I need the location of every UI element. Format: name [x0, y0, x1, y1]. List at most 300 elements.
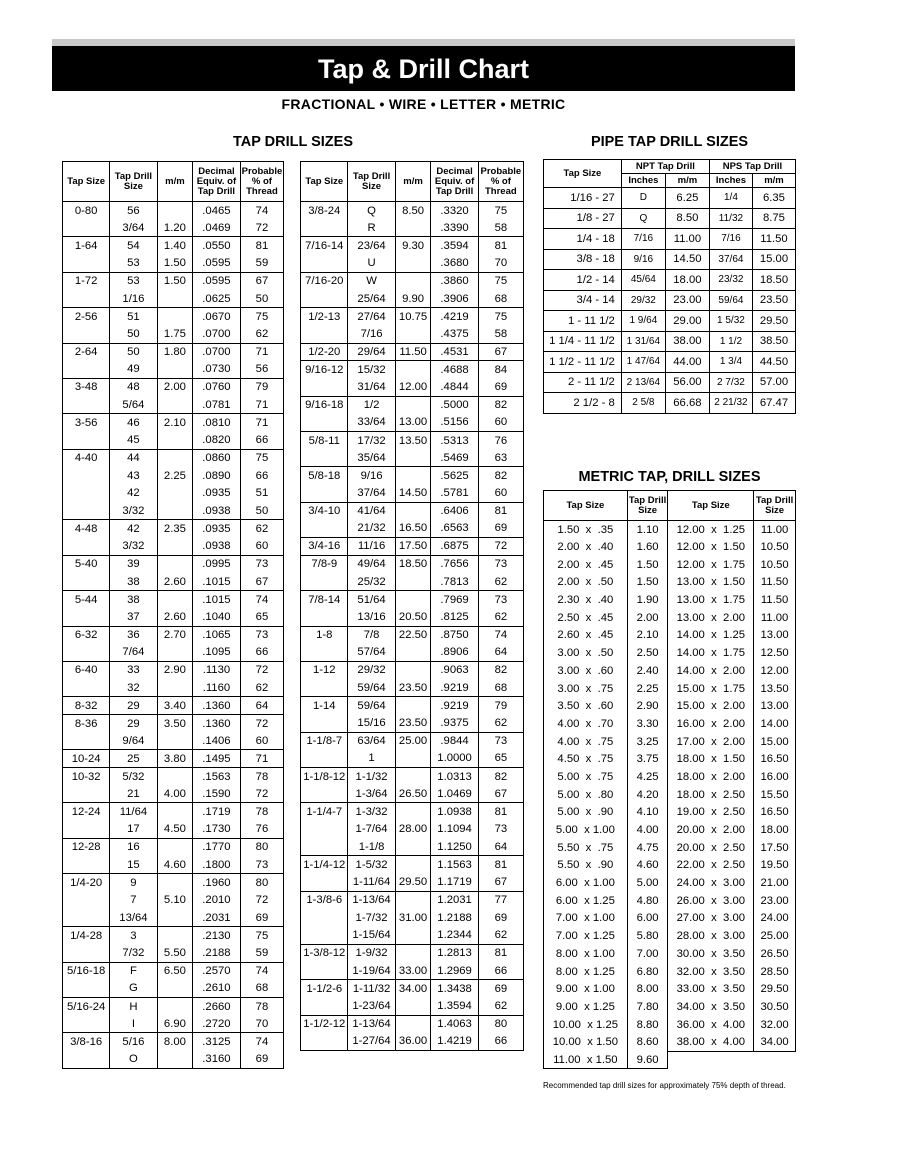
metric-drill-cell: 3.75	[627, 750, 668, 768]
nps-inches-cell: 2 7/32	[709, 372, 752, 393]
npt-mm-cell: 66.68	[665, 393, 709, 414]
page-subtitle: FRACTIONAL • WIRE • LETTER • METRIC	[281, 96, 566, 112]
decimal-cell: .7813	[431, 573, 478, 591]
tap-size-cell	[301, 219, 348, 237]
nps-inches-cell: 1/4	[709, 188, 752, 209]
nps-mm-cell: 11.50	[752, 229, 795, 250]
metric-drill-cell: 2.00	[627, 609, 668, 627]
tap-drill-cell: F	[110, 962, 157, 980]
table-row	[544, 980, 796, 998]
thread-cell: 73	[240, 856, 284, 874]
mm-cell: 5.10	[157, 891, 193, 909]
tap-size-cell	[301, 520, 348, 538]
metric-drill-cell: 5.00	[627, 874, 668, 892]
metric-drill-cell: 11.00	[754, 521, 796, 539]
column-gap	[284, 485, 301, 503]
tap-size-cell	[63, 980, 110, 998]
decimal-cell: .1730	[193, 821, 240, 839]
metric-drill-cell: 16.00	[754, 768, 796, 786]
decimal-cell: .1130	[193, 661, 240, 679]
npt-inches-cell: 1 47/64	[621, 352, 665, 373]
mm-cell: 3.50	[157, 714, 193, 732]
tap-size-cell	[301, 414, 348, 432]
thread-cell: 66	[478, 1033, 523, 1051]
column-gap	[284, 343, 301, 361]
tap-drill-cell: 1/2	[348, 396, 395, 414]
thread-cell: 69	[478, 520, 523, 538]
thread-cell: 64	[478, 644, 523, 662]
nps-mm-cell: 29.50	[752, 311, 795, 332]
tap-drill-cell: 7/16	[348, 325, 395, 343]
table-row	[544, 229, 796, 250]
metric-drill-cell: 7.00	[627, 945, 668, 963]
mm-cell: 8.50	[395, 202, 431, 220]
mm-cell	[395, 803, 431, 821]
tap-drill-cell: 29/32	[348, 661, 395, 679]
tap-drill-cell: 3/32	[110, 502, 157, 520]
table-row	[63, 891, 524, 909]
tap-size-cell	[63, 821, 110, 839]
mm-cell: 6.50	[157, 962, 193, 980]
tap-drill-cell: 17/32	[348, 431, 395, 449]
tap-size-cell: 1-1/8-12	[301, 768, 348, 786]
mm-cell: 2.35	[157, 520, 193, 538]
tap-size-cell	[301, 927, 348, 945]
decimal-cell: .1960	[193, 874, 240, 892]
metric-tap-size-cell: 19.00 x 2.50	[668, 804, 754, 822]
table-row	[63, 909, 524, 927]
column-gap	[284, 573, 301, 591]
metric-tap-size-cell: 2.50 x .45	[544, 609, 628, 627]
metric-drill-cell: 3.25	[627, 733, 668, 751]
npt-mm-cell: 44.00	[665, 352, 709, 373]
mm-cell	[157, 874, 193, 892]
column-gap	[284, 785, 301, 803]
thread-cell: 58	[478, 219, 523, 237]
decimal-cell: .1406	[193, 732, 240, 750]
tap-size-cell	[63, 732, 110, 750]
metric-drill-cell: 15.50	[754, 786, 796, 804]
metric-tap-size-cell: 3.00 x .60	[544, 662, 628, 680]
thread-cell: 73	[240, 555, 284, 573]
table-row	[544, 963, 796, 981]
nps-inches-cell: 37/64	[709, 249, 752, 270]
metric-drill-cell: 19.50	[754, 857, 796, 875]
decimal-cell: .3160	[193, 1051, 240, 1069]
mm-cell: 2.90	[157, 661, 193, 679]
table-row	[544, 609, 796, 627]
tap-size-cell: 1-64	[63, 237, 110, 255]
metric-tap-size-cell: 7.00 x 1.25	[544, 927, 628, 945]
metric-tap-size-cell: 20.00 x 2.50	[668, 839, 754, 857]
decimal-cell: .0935	[193, 520, 240, 538]
tap-drill-cell: 3/32	[110, 538, 157, 556]
mm-cell	[157, 502, 193, 520]
tap-size-cell	[63, 538, 110, 556]
table-row	[63, 272, 524, 290]
mm-cell	[395, 396, 431, 414]
table-row	[544, 188, 796, 209]
tap-size-cell	[301, 325, 348, 343]
thread-cell: 82	[478, 768, 523, 786]
tap-size-cell: 4-48	[63, 520, 110, 538]
tap-drill-cell: 13/64	[110, 909, 157, 927]
decimal-cell: 1.1719	[431, 874, 478, 892]
pipe-section-title: PIPE TAP DRILL SIZES	[590, 134, 749, 150]
table-row	[63, 573, 524, 591]
metric-header-tap-size: Tap Size	[668, 491, 754, 521]
tap-drill-cell: 38	[110, 573, 157, 591]
thread-cell: 75	[478, 308, 523, 326]
tap-size-cell	[63, 431, 110, 449]
thread-cell: 69	[478, 909, 523, 927]
thread-cell: 78	[240, 997, 284, 1015]
mm-cell	[395, 661, 431, 679]
table-row	[544, 839, 796, 857]
decimal-cell: .2031	[193, 909, 240, 927]
tap-drill-cell: 21	[110, 785, 157, 803]
table-row	[63, 750, 524, 768]
thread-cell: 58	[478, 325, 523, 343]
metric-tap-table	[543, 490, 796, 1069]
decimal-cell: .5313	[431, 431, 478, 449]
tap-drill-cell: 1-27/64	[348, 1033, 395, 1051]
nps-mm-cell: 15.00	[752, 249, 795, 270]
decimal-cell: .3860	[431, 272, 478, 290]
tap-size-cell: 3/4-10	[301, 502, 348, 520]
tap-drill-cell: 1-7/32	[348, 909, 395, 927]
metric-tap-size-cell: 5.00 x 1.00	[544, 821, 628, 839]
column-gap	[284, 361, 301, 379]
tap-size-cell	[63, 255, 110, 273]
metric-drill-cell: 4.25	[627, 768, 668, 786]
metric-drill-cell: 2.25	[627, 680, 668, 698]
mm-cell	[395, 449, 431, 467]
metric-drill-cell: 21.00	[754, 874, 796, 892]
header-mm: m/m	[157, 162, 193, 202]
tap-size-cell	[301, 679, 348, 697]
thread-cell: 75	[240, 927, 284, 945]
npt-inches-cell: 2 5/8	[621, 393, 665, 414]
decimal-cell: 1.1250	[431, 838, 478, 856]
column-gap	[284, 768, 301, 786]
tap-size-cell: 1-12	[301, 661, 348, 679]
mm-cell	[395, 272, 431, 290]
tap-drill-cell: 50	[110, 343, 157, 361]
table-row	[63, 538, 524, 556]
metric-tap-size-cell: 2.00 x .50	[544, 574, 628, 592]
thread-cell: 82	[478, 396, 523, 414]
mm-cell	[395, 255, 431, 273]
column-gap	[284, 272, 301, 290]
table-row	[544, 538, 796, 556]
tap-drill-cell: 21/32	[348, 520, 395, 538]
metric-tap-size-cell: 12.00 x 1.50	[668, 538, 754, 556]
tap-drill-cell: 1-23/64	[348, 997, 395, 1015]
tap-size-cell	[301, 909, 348, 927]
mm-cell	[157, 431, 193, 449]
column-gap	[284, 1015, 301, 1033]
tap-drill-cell: 59/64	[348, 697, 395, 715]
column-gap	[284, 591, 301, 609]
thread-cell: 51	[240, 485, 284, 503]
tap-size-cell: 1-3/8-12	[301, 944, 348, 962]
thread-cell: 67	[240, 272, 284, 290]
metric-tap-size-cell: 34.00 x 3.50	[668, 998, 754, 1016]
thread-cell: 75	[240, 449, 284, 467]
metric-tap-size-cell: 9.00 x 1.25	[544, 998, 628, 1016]
mm-cell	[157, 538, 193, 556]
tap-drill-cell: 32	[110, 679, 157, 697]
decimal-cell: .3320	[431, 202, 478, 220]
metric-tap-size-cell: 6.00 x 1.00	[544, 874, 628, 892]
mm-cell	[395, 768, 431, 786]
metric-drill-cell: 16.50	[754, 750, 796, 768]
tap-drill-cell: 1-11/64	[348, 874, 395, 892]
tap-drill-cell: 1-13/64	[348, 1015, 395, 1033]
npt-inches-cell: 45/64	[621, 270, 665, 291]
decimal-cell: .1563	[193, 768, 240, 786]
tap-drill-cell: 7/64	[110, 644, 157, 662]
page-title: Tap & Drill Chart	[52, 46, 795, 91]
tap-size-cell	[63, 325, 110, 343]
tap-drill-cell: 1-1/8	[348, 838, 395, 856]
table-row	[63, 856, 524, 874]
thread-cell: 69	[240, 909, 284, 927]
decimal-cell: 1.0000	[431, 750, 478, 768]
metric-tap-size-cell: 2.00 x .40	[544, 538, 628, 556]
mm-cell	[395, 1051, 431, 1069]
table-row	[63, 803, 524, 821]
metric-header-drill: Tap Drill Size	[627, 491, 668, 521]
table-row	[544, 750, 796, 768]
tap-size-cell	[301, 255, 348, 273]
column-gap	[284, 608, 301, 626]
table-row	[544, 680, 796, 698]
tap-size-cell: 3/4-16	[301, 538, 348, 556]
thread-cell: 66	[240, 644, 284, 662]
mm-cell	[395, 697, 431, 715]
tap-drill-cell: 44	[110, 449, 157, 467]
tap-size-cell	[301, 573, 348, 591]
mm-cell	[395, 219, 431, 237]
nps-mm-cell: 67.47	[752, 393, 795, 414]
decimal-cell: .0700	[193, 343, 240, 361]
column-gap	[284, 555, 301, 573]
table-row	[63, 325, 524, 343]
tap-drill-cell: 1	[348, 750, 395, 768]
tap-drill-cell: 46	[110, 414, 157, 432]
column-gap	[284, 980, 301, 998]
tap-size-cell: 10-32	[63, 768, 110, 786]
decimal-cell: .4688	[431, 361, 478, 379]
thread-cell: 66	[240, 431, 284, 449]
tap-drill-cell: 33/64	[348, 414, 395, 432]
tap-drill-cell: G	[110, 980, 157, 998]
decimal-cell: 1.1094	[431, 821, 478, 839]
tap-drill-cell: 15/16	[348, 714, 395, 732]
thread-cell: 80	[240, 838, 284, 856]
table-row	[63, 467, 524, 485]
decimal-cell: .0625	[193, 290, 240, 308]
table-row	[63, 237, 524, 255]
metric-tap-size-cell: 12.00 x 1.25	[668, 521, 754, 539]
tap-size-cell: 7/16-14	[301, 237, 348, 255]
column-gap	[284, 997, 301, 1015]
tap-drill-cell: 11/64	[110, 803, 157, 821]
table-row	[544, 945, 796, 963]
pipe-tap-table	[543, 159, 796, 414]
thread-cell: 73	[478, 732, 523, 750]
tap-drill-cell: 5/32	[110, 768, 157, 786]
tap-size-cell	[301, 644, 348, 662]
decimal-cell: .8750	[431, 626, 478, 644]
metric-tap-size-cell: 18.00 x 2.00	[668, 768, 754, 786]
decimal-cell: 1.3438	[431, 980, 478, 998]
metric-tap-size-cell: 22.00 x 2.50	[668, 857, 754, 875]
thread-cell: 59	[240, 944, 284, 962]
thread-cell: 78	[240, 803, 284, 821]
metric-header-tap-size: Tap Size	[544, 491, 628, 521]
table-row	[544, 804, 796, 822]
tap-drill-cell: 29	[110, 714, 157, 732]
top-rule	[52, 39, 795, 46]
table-row	[63, 608, 524, 626]
column-gap	[284, 378, 301, 396]
metric-tap-size-cell: 18.00 x 2.50	[668, 786, 754, 804]
mm-cell: 1.80	[157, 343, 193, 361]
thread-cell: 69	[240, 1051, 284, 1069]
mm-cell: 11.50	[395, 343, 431, 361]
mm-cell	[395, 1015, 431, 1033]
metric-drill-cell: 15.00	[754, 733, 796, 751]
npt-inches-cell: Q	[621, 208, 665, 229]
table-row	[544, 352, 796, 373]
mm-cell	[157, 644, 193, 662]
column-gap	[284, 821, 301, 839]
thread-cell: 73	[478, 591, 523, 609]
metric-tap-size-cell: 10.00 x 1.25	[544, 1016, 628, 1034]
metric-drill-cell: 2.90	[627, 697, 668, 715]
thread-cell: 74	[240, 1033, 284, 1051]
decimal-cell: .5469	[431, 449, 478, 467]
tap-drill-cell: O	[110, 1051, 157, 1069]
metric-drill-cell: 18.00	[754, 821, 796, 839]
table-row	[544, 521, 796, 539]
thread-cell: 74	[240, 202, 284, 220]
metric-tap-size-cell: 13.00 x 2.00	[668, 609, 754, 627]
pipe-tap-size-cell: 1/16 - 27	[544, 188, 622, 209]
mm-cell	[395, 591, 431, 609]
decimal-cell: 1.3594	[431, 997, 478, 1015]
table-row	[63, 431, 524, 449]
thread-cell: 72	[240, 891, 284, 909]
decimal-cell: .2660	[193, 997, 240, 1015]
mm-cell	[157, 927, 193, 945]
metric-drill-cell: 12.50	[754, 644, 796, 662]
metric-drill-cell: 24.00	[754, 910, 796, 928]
metric-drill-cell: 11.50	[754, 574, 796, 592]
table-row	[63, 308, 524, 326]
mm-cell: 1.40	[157, 237, 193, 255]
mm-cell	[157, 909, 193, 927]
table-row	[544, 372, 796, 393]
table-row	[63, 343, 524, 361]
tap-size-cell	[63, 485, 110, 503]
thread-cell: 74	[240, 591, 284, 609]
thread-cell: 60	[478, 485, 523, 503]
table-row	[63, 927, 524, 945]
column-gap	[284, 414, 301, 432]
tap-size-cell: 12-24	[63, 803, 110, 821]
decimal-cell: .3390	[431, 219, 478, 237]
tap-drill-cell: 1-11/32	[348, 980, 395, 998]
table-row	[63, 290, 524, 308]
column-gap	[284, 467, 301, 485]
table-row	[63, 626, 524, 644]
table-row	[63, 997, 524, 1015]
column-gap	[284, 838, 301, 856]
thread-cell: 71	[240, 414, 284, 432]
column-gap	[284, 219, 301, 237]
table-row	[63, 661, 524, 679]
tap-size-cell	[301, 290, 348, 308]
column-gap	[284, 874, 301, 892]
tap-size-cell	[301, 714, 348, 732]
thread-cell: 60	[478, 414, 523, 432]
decimal-cell: .0730	[193, 361, 240, 379]
footnote: Recommended tap drill sizes for approximately 75% depth of thread.	[543, 1081, 786, 1090]
nps-mm-cell: 6.35	[752, 188, 795, 209]
tap-drill-cell: 42	[110, 520, 157, 538]
metric-drill-cell: 25.00	[754, 927, 796, 945]
table-row	[544, 591, 796, 609]
tap-size-cell: 5/16-24	[63, 997, 110, 1015]
tap-drill-cell: I	[110, 1015, 157, 1033]
tap-drill-cell: 54	[110, 237, 157, 255]
decimal-cell: .1065	[193, 626, 240, 644]
tap-size-cell: 6-40	[63, 661, 110, 679]
tap-drill-cell: 51	[110, 308, 157, 326]
table-row	[544, 393, 796, 414]
table-row	[63, 202, 524, 220]
tap-drill-cell: 41/64	[348, 502, 395, 520]
thread-cell: 63	[478, 449, 523, 467]
thread-cell	[478, 1051, 523, 1069]
decimal-cell: .0890	[193, 467, 240, 485]
column-gap	[284, 449, 301, 467]
thread-cell: 60	[240, 538, 284, 556]
metric-tap-size-cell: 3.00 x .50	[544, 644, 628, 662]
thread-cell: 50	[240, 502, 284, 520]
decimal-cell: .0938	[193, 538, 240, 556]
thread-cell: 72	[478, 538, 523, 556]
decimal-cell: .3125	[193, 1033, 240, 1051]
metric-tap-size-cell: 1.50 x .35	[544, 521, 628, 539]
table-row	[544, 556, 796, 574]
thread-cell: 74	[478, 626, 523, 644]
metric-tap-size-cell: 8.00 x 1.00	[544, 945, 628, 963]
decimal-cell: .0469	[193, 219, 240, 237]
metric-drill-cell: 8.80	[627, 1016, 668, 1034]
tap-drill-cell: 49	[110, 361, 157, 379]
thread-cell: 76	[240, 821, 284, 839]
pipe-tap-size-cell: 1/8 - 27	[544, 208, 622, 229]
mm-cell: 1.20	[157, 219, 193, 237]
table-row	[63, 520, 524, 538]
tap-size-cell: 3/8-24	[301, 202, 348, 220]
tap-size-cell: 5/8-11	[301, 431, 348, 449]
